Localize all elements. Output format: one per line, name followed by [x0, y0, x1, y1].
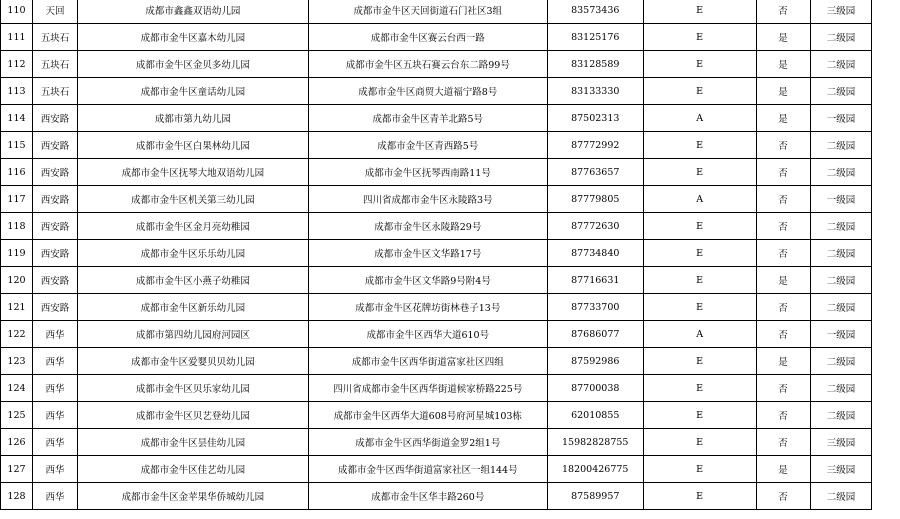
address-cell: 成都市金牛区文华路9号附4号 [308, 267, 547, 294]
address-cell: 四川省成都市金牛区永陵路3号 [308, 186, 547, 213]
flag-cell: 否 [756, 321, 810, 348]
street-cell: 西华 [32, 456, 77, 483]
row-number-cell: 119 [1, 240, 33, 267]
phone-cell: 87716631 [547, 267, 643, 294]
flag-cell: 否 [756, 375, 810, 402]
address-cell: 成都市金牛区西华大道608号府河星城103栋 [308, 402, 547, 429]
flag-cell: 是 [756, 51, 810, 78]
empty-cell [872, 456, 900, 483]
address-cell: 成都市金牛区西华大道610号 [308, 321, 547, 348]
empty-cell [872, 375, 900, 402]
level-cell: 二级园 [810, 159, 872, 186]
level-cell: 二级园 [810, 267, 872, 294]
phone-cell: 87779805 [547, 186, 643, 213]
level-cell: 二级园 [810, 51, 872, 78]
level-cell: 二级园 [810, 213, 872, 240]
table-row [1, 240, 900, 267]
address-cell: 成都市金牛区花牌坊街林巷子13号 [308, 294, 547, 321]
address-cell: 成都市金牛区赛云台西一路 [308, 24, 547, 51]
row-number-cell: 112 [1, 51, 33, 78]
empty-cell [872, 213, 900, 240]
empty-cell [872, 78, 900, 105]
grade-cell: A [643, 186, 756, 213]
level-cell: 一级园 [810, 321, 872, 348]
flag-cell: 否 [756, 429, 810, 456]
level-cell: 二级园 [810, 24, 872, 51]
empty-cell [872, 0, 900, 24]
address-cell: 成都市金牛区商贸大道福宁路8号 [308, 78, 547, 105]
phone-cell: 87502313 [547, 105, 643, 132]
kindergarten-name-cell: 成都市鑫鑫双语幼儿园 [77, 0, 308, 24]
flag-cell: 否 [756, 213, 810, 240]
level-cell: 一级园 [810, 105, 872, 132]
empty-cell [872, 267, 900, 294]
flag-cell: 否 [756, 186, 810, 213]
table-row [1, 0, 900, 24]
kindergarten-name-cell: 成都市金牛区乐乐幼儿园 [77, 240, 308, 267]
address-cell: 成都市金牛区抚琴西南路11号 [308, 159, 547, 186]
table-row [1, 456, 900, 483]
row-number-cell: 121 [1, 294, 33, 321]
row-number-cell: 114 [1, 105, 33, 132]
kindergarten-name-cell: 成都市金牛区嘉木幼儿园 [77, 24, 308, 51]
row-number-cell: 127 [1, 456, 33, 483]
empty-cell [872, 105, 900, 132]
grade-cell: E [643, 348, 756, 375]
flag-cell: 否 [756, 132, 810, 159]
grade-cell: E [643, 267, 756, 294]
flag-cell: 否 [756, 294, 810, 321]
street-cell: 西华 [32, 375, 77, 402]
address-cell: 成都市金牛区文华路17号 [308, 240, 547, 267]
row-number-cell: 118 [1, 213, 33, 240]
grade-cell: E [643, 0, 756, 24]
street-cell: 西安路 [32, 186, 77, 213]
phone-cell: 62010855 [547, 402, 643, 429]
street-cell: 西华 [32, 429, 77, 456]
table-row [1, 402, 900, 429]
table-row [1, 186, 900, 213]
table-row [1, 159, 900, 186]
empty-cell [872, 429, 900, 456]
grade-cell: E [643, 294, 756, 321]
table-row [1, 429, 900, 456]
flag-cell: 是 [756, 456, 810, 483]
phone-cell: 83133330 [547, 78, 643, 105]
table-row [1, 267, 900, 294]
address-cell: 成都市金牛区五块石赛云台东二路99号 [308, 51, 547, 78]
level-cell: 二级园 [810, 294, 872, 321]
table-row [1, 321, 900, 348]
kindergarten-name-cell: 成都市金牛区贝乐家幼儿园 [77, 375, 308, 402]
empty-cell [872, 402, 900, 429]
flag-cell: 否 [756, 402, 810, 429]
street-cell: 西安路 [32, 294, 77, 321]
phone-cell: 87686077 [547, 321, 643, 348]
empty-cell [872, 483, 900, 510]
empty-cell [872, 51, 900, 78]
address-cell: 成都市金牛区永陵路29号 [308, 213, 547, 240]
table-row [1, 51, 900, 78]
table-row [1, 78, 900, 105]
row-number-cell: 116 [1, 159, 33, 186]
street-cell: 西安路 [32, 213, 77, 240]
kindergarten-name-cell: 成都市金牛区爱婴贝贝幼儿园 [77, 348, 308, 375]
flag-cell: 否 [756, 240, 810, 267]
kindergarten-name-cell: 成都市金牛区童话幼儿园 [77, 78, 308, 105]
grade-cell: E [643, 78, 756, 105]
phone-cell: 87734840 [547, 240, 643, 267]
street-cell: 西华 [32, 402, 77, 429]
flag-cell: 是 [756, 105, 810, 132]
street-cell: 西安路 [32, 240, 77, 267]
level-cell: 三级园 [810, 456, 872, 483]
grade-cell: E [643, 159, 756, 186]
table-row [1, 348, 900, 375]
phone-cell: 87700038 [547, 375, 643, 402]
grade-cell: E [643, 429, 756, 456]
flag-cell: 是 [756, 78, 810, 105]
address-cell: 成都市金牛区天回街道石门社区3组 [308, 0, 547, 24]
grade-cell: E [643, 240, 756, 267]
kindergarten-name-cell: 成都市金牛区金月亮幼稚园 [77, 213, 308, 240]
flag-cell: 是 [756, 267, 810, 294]
table-row [1, 483, 900, 510]
address-cell: 成都市金牛区西华街道金罗2组1号 [308, 429, 547, 456]
table-row [1, 24, 900, 51]
phone-cell: 87733700 [547, 294, 643, 321]
flag-cell: 否 [756, 483, 810, 510]
level-cell: 一级园 [810, 186, 872, 213]
kindergarten-name-cell: 成都市金牛区金贝多幼儿园 [77, 51, 308, 78]
empty-cell [872, 24, 900, 51]
street-cell: 西安路 [32, 267, 77, 294]
level-cell: 二级园 [810, 240, 872, 267]
kindergarten-name-cell: 成都市第四幼儿园府河园区 [77, 321, 308, 348]
grade-cell: A [643, 105, 756, 132]
street-cell: 西华 [32, 348, 77, 375]
phone-cell: 83125176 [547, 24, 643, 51]
flag-cell: 否 [756, 0, 810, 24]
grade-cell: E [643, 24, 756, 51]
grade-cell: E [643, 132, 756, 159]
row-number-cell: 115 [1, 132, 33, 159]
grade-cell: E [643, 213, 756, 240]
kindergarten-name-cell: 成都市金牛区昙佳幼儿园 [77, 429, 308, 456]
empty-cell [872, 159, 900, 186]
level-cell: 二级园 [810, 483, 872, 510]
kindergarten-name-cell: 成都市金牛区佳艺幼儿园 [77, 456, 308, 483]
empty-cell [872, 348, 900, 375]
grade-cell: E [643, 51, 756, 78]
kindergarten-name-cell: 成都市金牛区白果林幼儿园 [77, 132, 308, 159]
phone-cell: 87772992 [547, 132, 643, 159]
row-number-cell: 110 [1, 0, 33, 24]
level-cell: 二级园 [810, 132, 872, 159]
flag-cell: 否 [756, 159, 810, 186]
flag-cell: 是 [756, 348, 810, 375]
flag-cell: 是 [756, 24, 810, 51]
empty-cell [872, 186, 900, 213]
grade-cell: E [643, 402, 756, 429]
phone-cell: 87589957 [547, 483, 643, 510]
phone-cell: 87763657 [547, 159, 643, 186]
table-row [1, 294, 900, 321]
empty-cell [872, 294, 900, 321]
address-cell: 成都市金牛区华丰路260号 [308, 483, 547, 510]
street-cell: 西华 [32, 321, 77, 348]
level-cell: 二级园 [810, 348, 872, 375]
address-cell: 成都市金牛区青羊北路5号 [308, 105, 547, 132]
street-cell: 五块石 [32, 24, 77, 51]
phone-cell: 83573436 [547, 0, 643, 24]
row-number-cell: 122 [1, 321, 33, 348]
kindergarten-name-cell: 成都市第九幼儿园 [77, 105, 308, 132]
row-number-cell: 123 [1, 348, 33, 375]
grade-cell: E [643, 483, 756, 510]
street-cell: 西安路 [32, 132, 77, 159]
row-number-cell: 128 [1, 483, 33, 510]
kindergarten-name-cell: 成都市金牛区机关第三幼儿园 [77, 186, 308, 213]
kindergarten-name-cell: 成都市金牛区抚琴大地双语幼儿园 [77, 159, 308, 186]
row-number-cell: 113 [1, 78, 33, 105]
empty-cell [872, 240, 900, 267]
street-cell: 西华 [32, 483, 77, 510]
row-number-cell: 125 [1, 402, 33, 429]
table-row [1, 375, 900, 402]
street-cell: 五块石 [32, 78, 77, 105]
level-cell: 二级园 [810, 402, 872, 429]
row-number-cell: 120 [1, 267, 33, 294]
phone-cell: 87772630 [547, 213, 643, 240]
table-row [1, 105, 900, 132]
street-cell: 西安路 [32, 159, 77, 186]
empty-cell [872, 321, 900, 348]
street-cell: 西安路 [32, 105, 77, 132]
phone-cell: 87592986 [547, 348, 643, 375]
street-cell: 天回 [32, 0, 77, 24]
address-cell: 成都市金牛区西华街道富家社区一组144号 [308, 456, 547, 483]
table-row [1, 132, 900, 159]
row-number-cell: 124 [1, 375, 33, 402]
level-cell: 三级园 [810, 429, 872, 456]
row-number-cell: 126 [1, 429, 33, 456]
grade-cell: E [643, 456, 756, 483]
street-cell: 五块石 [32, 51, 77, 78]
grade-cell: A [643, 321, 756, 348]
address-cell: 成都市金牛区青西路5号 [308, 132, 547, 159]
kindergarten-name-cell: 成都市金牛区金苹果华侨城幼儿园 [77, 483, 308, 510]
table-body [1, 0, 900, 510]
phone-cell: 15982828755 [547, 429, 643, 456]
kindergarten-name-cell: 成都市金牛区新乐幼儿园 [77, 294, 308, 321]
table-row [1, 213, 900, 240]
empty-cell [872, 132, 900, 159]
level-cell: 二级园 [810, 78, 872, 105]
kindergarten-name-cell: 成都市金牛区小燕子幼稚园 [77, 267, 308, 294]
grade-cell: E [643, 375, 756, 402]
address-cell: 成都市金牛区西华街道富家社区四组 [308, 348, 547, 375]
level-cell: 二级园 [810, 375, 872, 402]
phone-cell: 83128589 [547, 51, 643, 78]
kindergarten-name-cell: 成都市金牛区贝艺登幼儿园 [77, 402, 308, 429]
row-number-cell: 117 [1, 186, 33, 213]
level-cell: 三级园 [810, 0, 872, 24]
row-number-cell: 111 [1, 24, 33, 51]
phone-cell: 18200426775 [547, 456, 643, 483]
address-cell: 四川省成都市金牛区西华街道候家桥路225号 [308, 375, 547, 402]
